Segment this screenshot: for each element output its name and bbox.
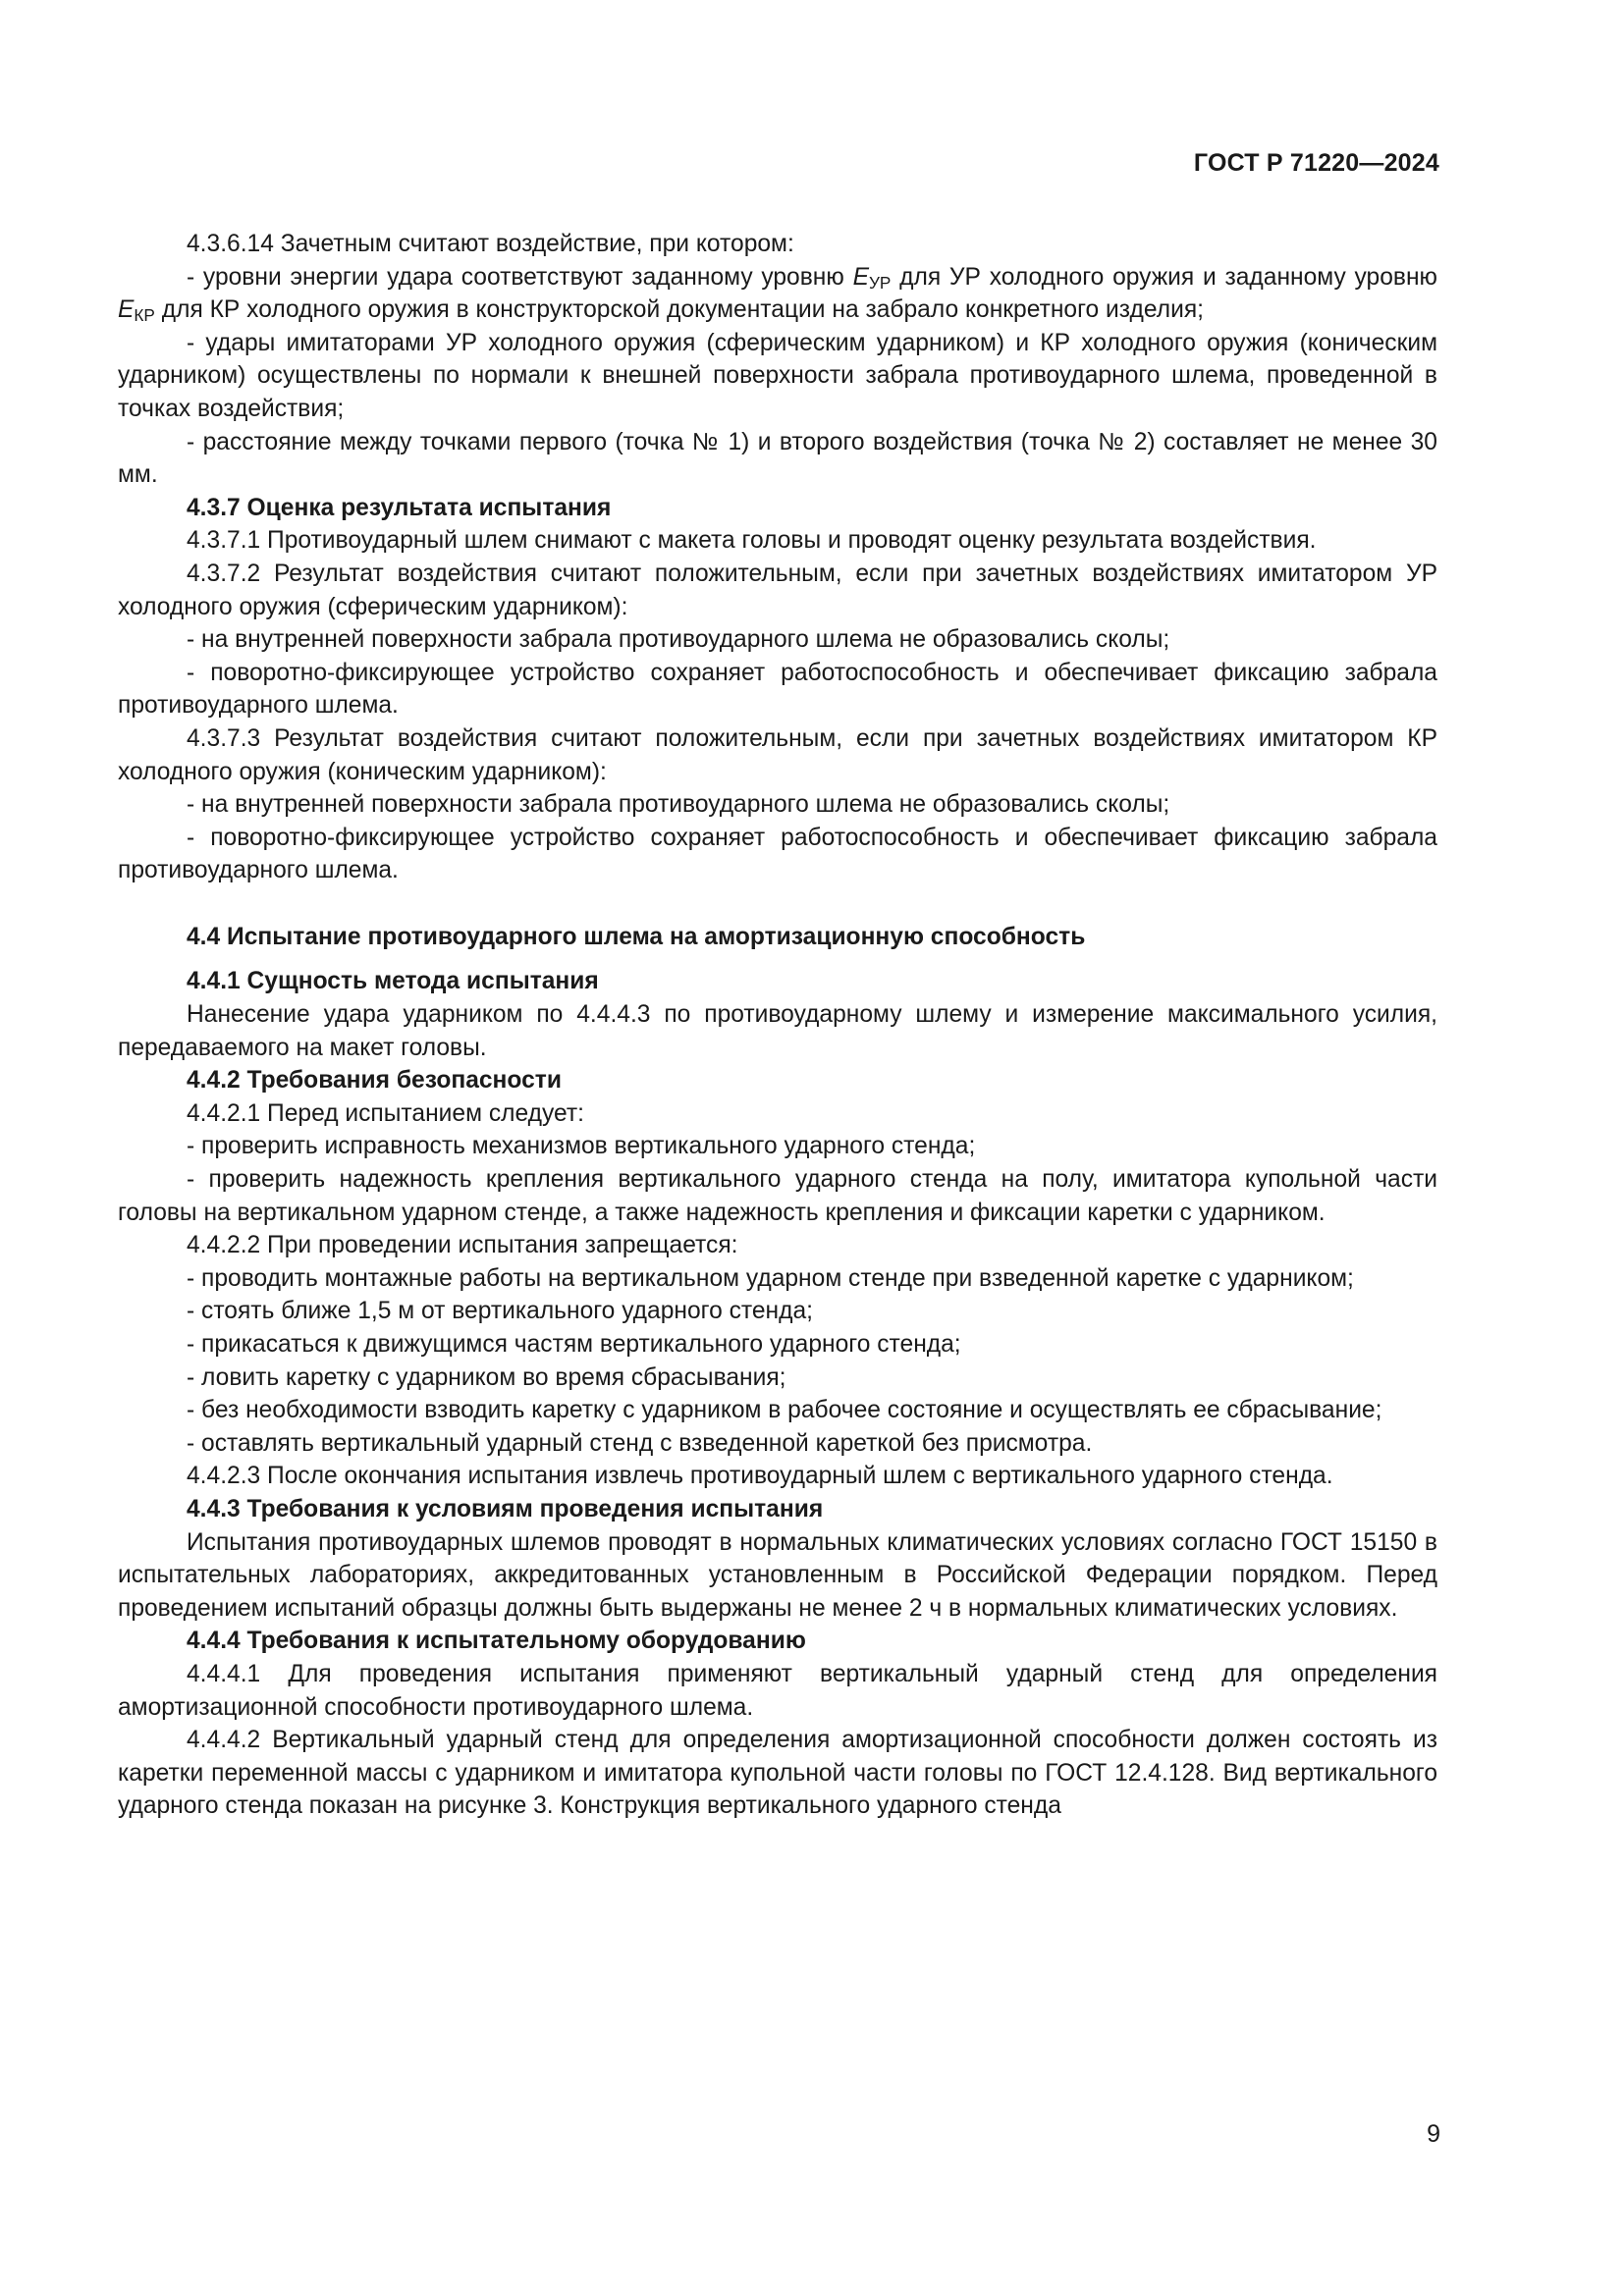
list-item: - ловить каретку с ударником во время сбрасывания;: [187, 1363, 786, 1391]
page-number: 9: [1427, 2120, 1440, 2148]
heading-4-3-7: 4.3.7 Оценка результата испытания: [187, 494, 612, 521]
list-item: - проверить исправность механизмов вертикального ударного стенда;: [187, 1133, 976, 1160]
paragraph-4-4-2-2: 4.4.2.2 При проведении испытания запрещается:: [187, 1232, 738, 1259]
subscript-kr: КР: [134, 305, 155, 326]
heading-4-4-2: 4.4.2 Требования безопасности: [187, 1067, 562, 1095]
heading-4-4-4: 4.4.4 Требования к испытательному оборудованию: [187, 1628, 806, 1655]
symbol-e-kr: E: [118, 296, 135, 324]
paragraph-4-4-2-3: 4.4.2.3 После окончания испытания извлечь противоударный шлем с вертикального ударного стенда.: [187, 1463, 1333, 1490]
paragraph-4-3-7-2: 4.3.7.2 Результат воздействия считают положительным, если при зачетных воздействиях имитатором УР холодного оружия (сферическим ударником):: [118, 560, 1437, 620]
document-body: [118, 228, 1437, 1823]
paragraph-impacts: - удары имитаторами УР холодного оружия (сферическим ударником) и КР холодного оружия (коническим ударником) осуществлены по нормали к внешней поверхности забрала противоударного шлема, проведенной в точках воздействия;: [118, 329, 1437, 422]
list-item: - прикасаться к движущимся частям вертикального ударного стенда;: [187, 1331, 961, 1358]
paragraph-4-3-7-3: 4.3.7.3 Результат воздействия считают положительным, если при зачетных воздействиях имитатором КР холодного оружия (коническим ударником):: [118, 724, 1437, 785]
paragraph-4-4-4-2: 4.4.4.2 Вертикальный ударный стенд для определения амортизационной способности должен состоять из каретки переменной массы с ударником и имитатора купольной части головы по ГОСТ 12.4.128. Вид вертикального ударного стенда показан на рисунке 3. Конструкция вертикального ударного стенда: [118, 1727, 1437, 1820]
heading-4-4-1: 4.4.1 Сущность метода испытания: [187, 968, 599, 995]
list-item: - на внутренней поверхности забрала противоударного шлема не образовались сколы;: [187, 626, 1170, 654]
list-item: - поворотно-фиксирующее устройство сохраняет работоспособность и обеспечивает фиксацию забрала противоударного шлема.: [118, 659, 1437, 720]
list-item: - проверить надежность крепления вертикального ударного стенда на полу, имитатора купольной части головы на вертикальном ударном стенде, а также надежность крепления и фиксации каретки с ударником.: [118, 1166, 1437, 1226]
document-header: ГОСТ Р 71220—2024: [1193, 149, 1439, 177]
text-run: для КР холодного оружия в конструкторской документации на забрало конкретного изделия;: [154, 296, 1204, 324]
list-item: - на внутренней поверхности забрала противоударного шлема не образовались сколы;: [187, 791, 1170, 819]
text-run: - уровни энергии удара соответствуют заданному уровню: [187, 263, 853, 291]
text-run: для УР холодного оружия и заданному уровню: [891, 263, 1437, 291]
paragraph-4-3-7-1: 4.3.7.1 Противоударный шлем снимают с макета головы и проводят оценку результата воздействия.: [187, 527, 1317, 555]
paragraph-conditions: Испытания противоударных шлемов проводят в нормальных климатических условиях согласно ГОСТ 15150 в испытательных лабораториях, аккредитованных установленным в Российской Федерации порядком. Перед проведением испытаний образцы должны быть выдержаны не менее 2 ч в нормальных климатических условиях.: [118, 1528, 1437, 1622]
list-item: - без необходимости взводить каретку с ударником в рабочее состояние и осуществлять ее сбрасывание;: [187, 1397, 1382, 1424]
paragraph-energy-levels: [118, 261, 1437, 327]
symbol-e-ur: E: [852, 263, 869, 291]
paragraph-method: Нанесение удара ударником по 4.4.4.3 по противоударному шлему и измерение максимального усилия, передаваемого на макет головы.: [118, 1001, 1437, 1061]
list-item: - стоять ближе 1,5 м от вертикального ударного стенда;: [187, 1298, 813, 1325]
list-item: - проводить монтажные работы на вертикальном ударном стенде при взведенной каретке с ударником;: [187, 1264, 1354, 1292]
subscript-ur: УР: [868, 272, 892, 293]
paragraph-4-4-4-1: 4.4.4.1 Для проведения испытания применяют вертикальный ударный стенд для определения амортизационной способности противоударного шлема.: [118, 1660, 1437, 1721]
list-item: - оставлять вертикальный ударный стенд с взведенной кареткой без присмотра.: [187, 1429, 1093, 1457]
paragraph-4-4-2-1: 4.4.2.1 Перед испытанием следует:: [187, 1099, 584, 1127]
heading-4-4: 4.4 Испытание противоударного шлема на амортизационную способность: [187, 923, 1086, 950]
paragraph-distance: - расстояние между точками первого (точка № 1) и второго воздействия (точка № 2) составляет не менее 30 мм.: [118, 428, 1437, 489]
paragraph-4-3-6-14: 4.3.6.14 Зачетным считают воздействие, при котором:: [187, 231, 794, 257]
list-item: - поворотно-фиксирующее устройство сохраняет работоспособность и обеспечивает фиксацию забрала противоударного шлема.: [118, 824, 1437, 884]
heading-4-4-3: 4.4.3 Требования к условиям проведения испытания: [187, 1495, 824, 1522]
